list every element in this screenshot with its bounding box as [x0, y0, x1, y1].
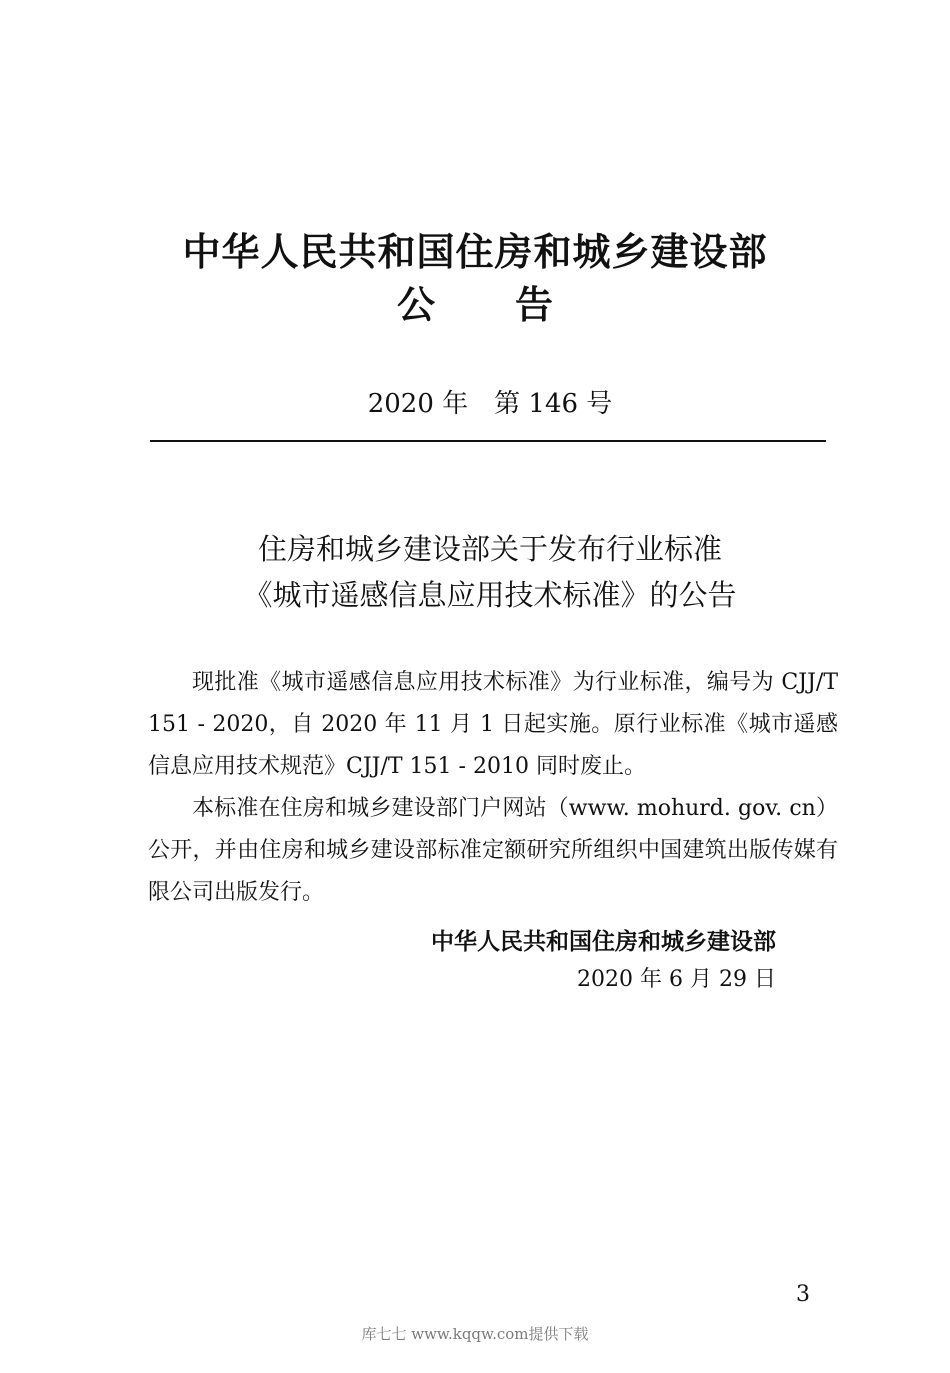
title-line-2: 《城市遥感信息应用技术标准》的公告 [243, 578, 737, 612]
body-paragraph-2: 本标准在住房和城乡建设部门户网站（www. mohurd. gov. cn）公开，并由住房和城乡建设部标准定额研究所组织中国建筑出版传媒有限公司出版发行。 [148, 796, 838, 905]
notice-heading [0, 280, 950, 330]
issue-number: 2020 年 第 146 号 [367, 389, 613, 419]
header-divider [150, 440, 826, 442]
download-watermark: 库七七 www.kqqw.com提供下载 [361, 1325, 589, 1343]
notice-body [148, 662, 838, 914]
notice-char-2: 告 [515, 283, 554, 327]
title-line-1: 住房和城乡建设部关于发布行业标准 [257, 532, 722, 566]
document-title [0, 526, 950, 618]
page-number: 3 [796, 1282, 810, 1307]
ministry-heading: 中华人民共和国住房和城乡建设部 [182, 230, 768, 274]
notice-char-1: 公 [396, 283, 435, 327]
body-paragraph-1: 现批准《城市遥感信息应用技术标准》为行业标准，编号为 CJJ/T 151 - 2020，自 2020 年 11 月 1 日起实施。原行业标准《城市遥感信息应用技术规范》CJJ/T 151 - 2010 同时废止。 [148, 670, 838, 779]
signature-date: 2020 年 6 月 29 日 [577, 967, 776, 992]
signature-organization: 中华人民共和国住房和城乡建设部 [431, 929, 776, 955]
